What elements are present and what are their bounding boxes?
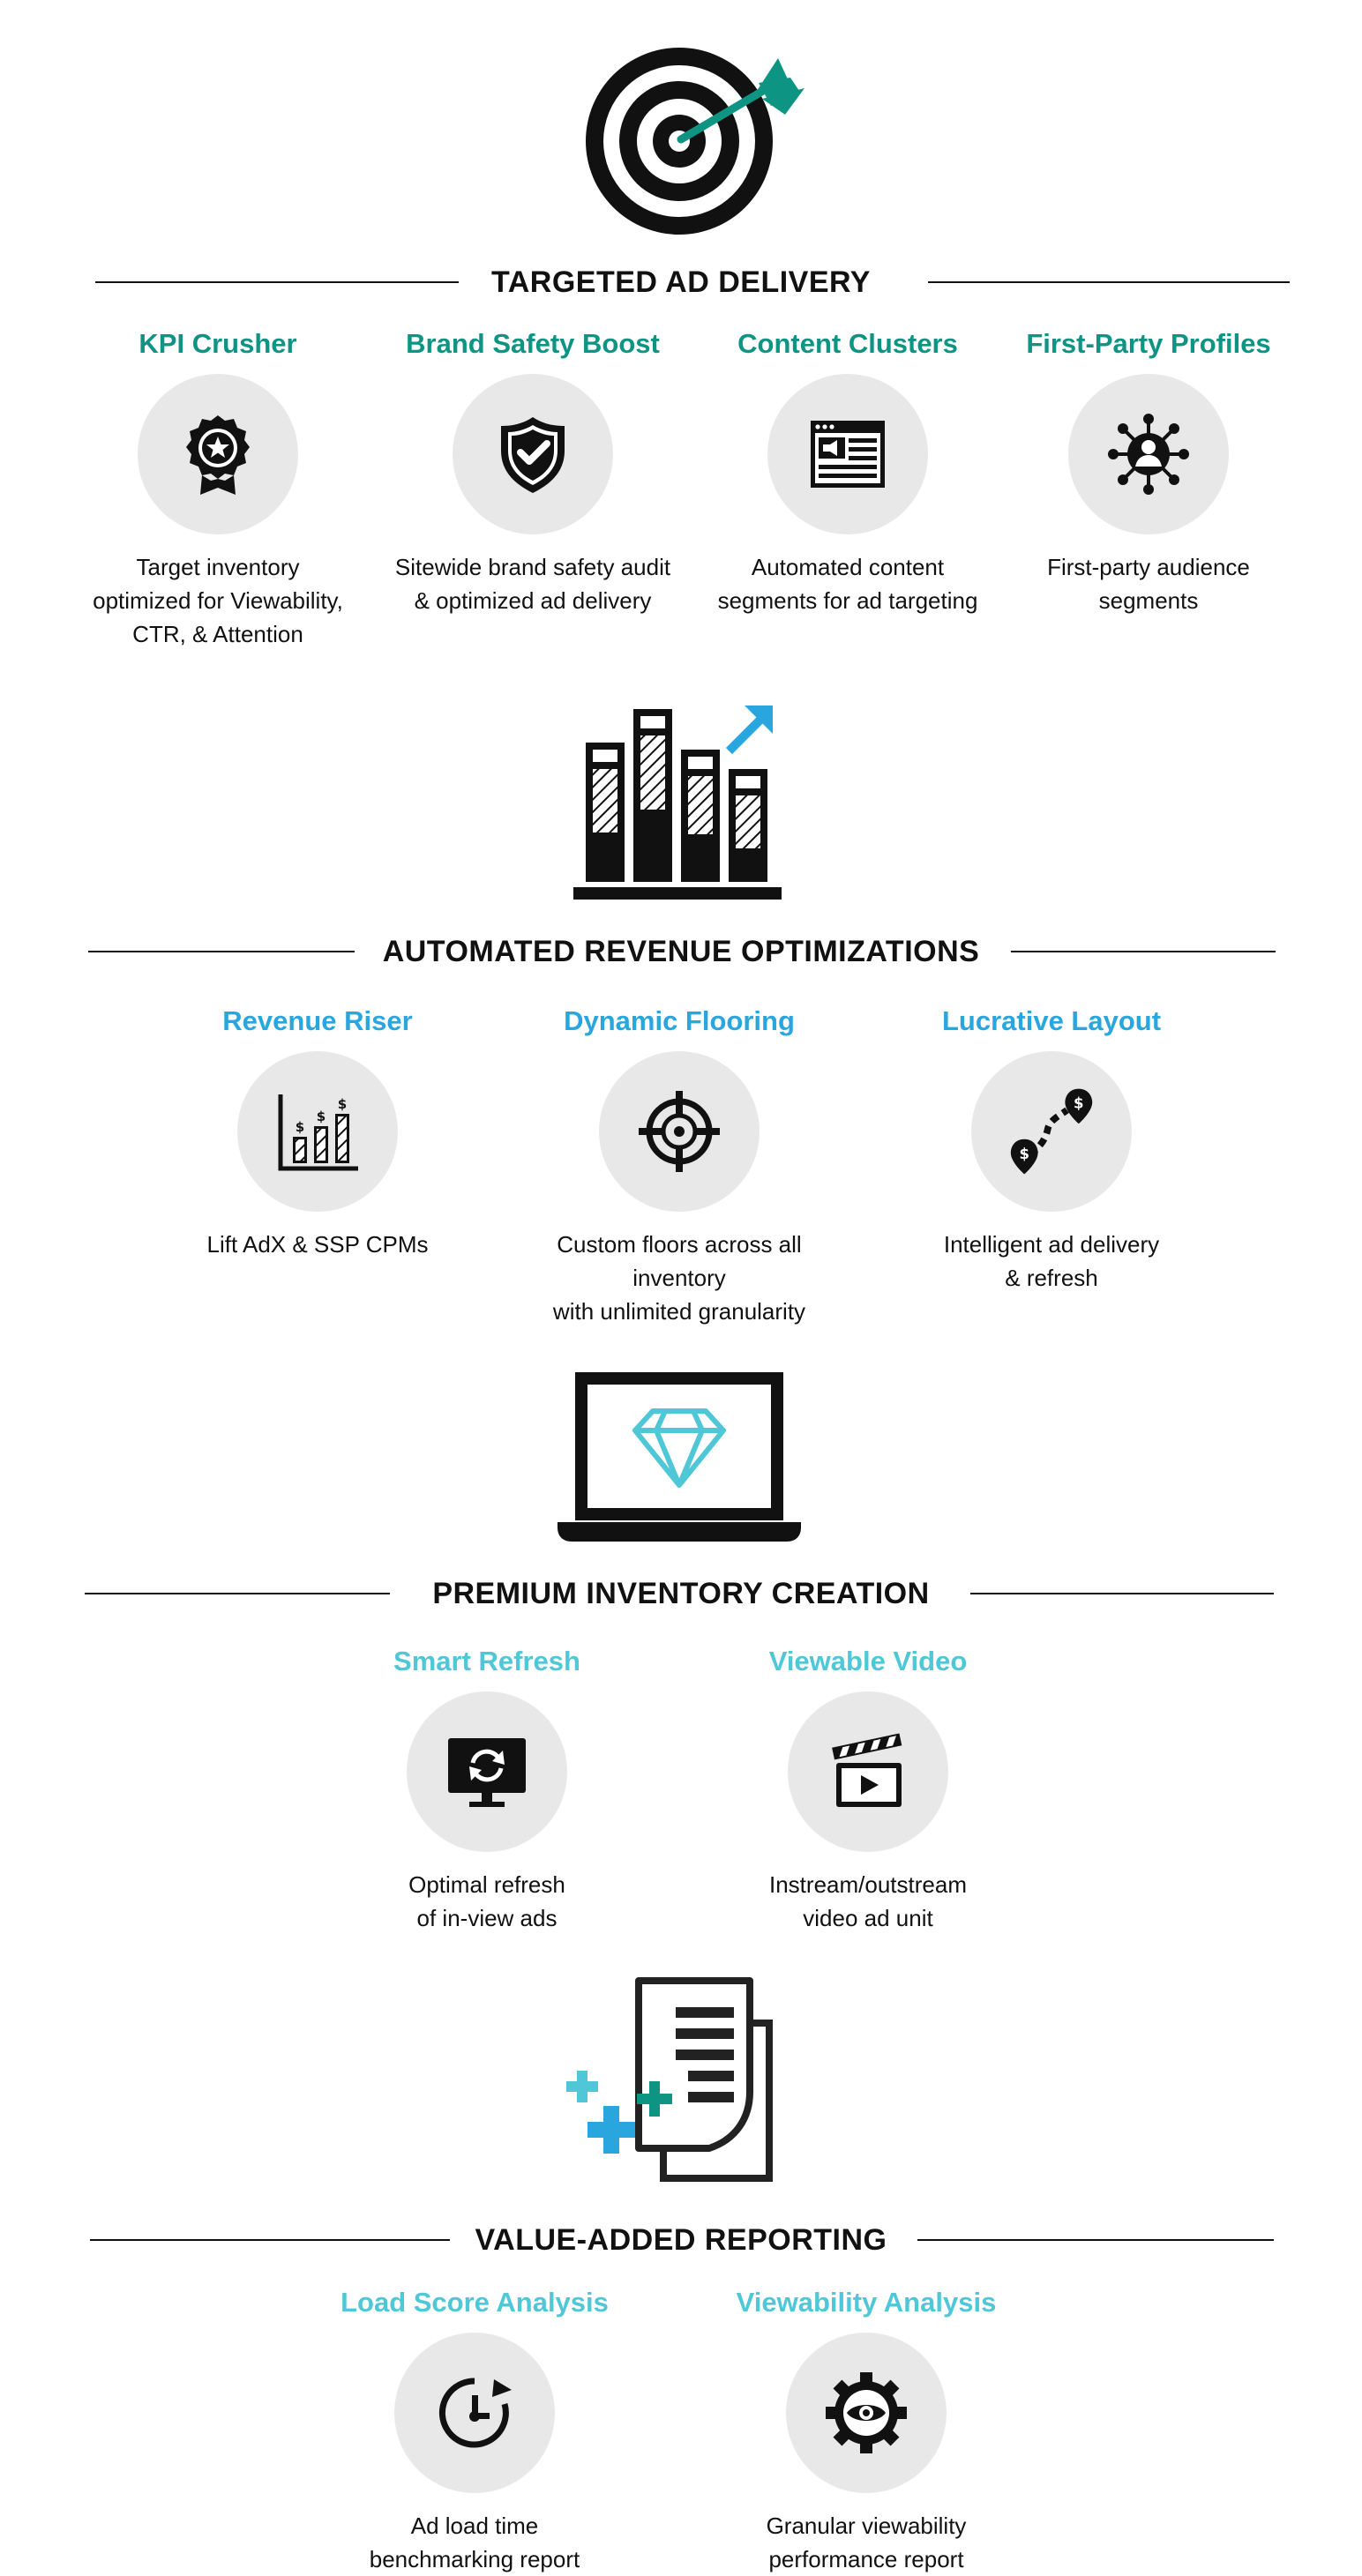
feature-description: Granular viewability performance report	[766, 2513, 967, 2572]
laptop-diamond-icon	[558, 1372, 801, 1543]
monitor-refresh-icon	[443, 1728, 531, 1816]
section-heading-premium	[0, 1576, 1362, 1611]
section-heading-reporting	[0, 2222, 1362, 2258]
feature-smart-refresh	[328, 1646, 646, 1931]
heading-text: AUTOMATED REVENUE OPTIMIZATIONS	[382, 935, 980, 968]
icon-circle	[767, 374, 928, 534]
gear-eye-icon	[822, 2369, 910, 2457]
audience-network-icon	[1104, 410, 1193, 498]
icon-circle	[138, 374, 298, 534]
svg-text:$: $	[1019, 1145, 1029, 1162]
section-heading-targeted	[0, 265, 1362, 300]
section-heading-revenue	[0, 934, 1362, 969]
heading-divider-right	[928, 281, 1290, 283]
feature-revenue-riser	[159, 1005, 476, 1258]
feature-description: Ad load time benchmarking report	[369, 2513, 580, 2572]
svg-text:$: $	[316, 1109, 326, 1124]
feature-title: Viewability Analysis	[736, 2287, 997, 2318]
web-content-icon	[804, 410, 892, 498]
crosshair-icon	[635, 1087, 723, 1176]
feature-description: Target inventory optimized for Viewability, CTR, & Attention	[93, 554, 343, 647]
feature-first-party-profiles	[990, 328, 1307, 614]
feature-dynamic-flooring	[520, 1005, 838, 1325]
feature-description: Custom floors across all inventory with unlimited granularity	[552, 1231, 806, 1325]
feature-title: Smart Refresh	[393, 1646, 580, 1676]
heading-divider-right	[970, 1593, 1274, 1594]
feature-content-clusters	[689, 328, 1007, 614]
feature-description: First-party audience segments	[1047, 554, 1250, 614]
route-pins-icon	[1003, 1083, 1100, 1180]
icon-circle	[237, 1051, 398, 1212]
icon-circle	[407, 1691, 567, 1852]
feature-load-score-analysis	[316, 2287, 633, 2572]
clapperboard-icon	[824, 1728, 912, 1816]
feature-description: Lift AdX & SSP CPMs	[206, 1231, 429, 1258]
feature-description: Optimal refresh of in-view ads	[408, 1871, 565, 1931]
feature-description: Intelligent ad delivery & refresh	[943, 1231, 1160, 1291]
feature-description: Instream/outstream video ad unit	[769, 1871, 967, 1931]
reports-plus-icon	[550, 1977, 794, 2182]
svg-text:$: $	[337, 1096, 348, 1112]
feature-title: First-Party Profiles	[1026, 328, 1271, 359]
icon-circle	[394, 2333, 555, 2493]
target-dart-icon	[582, 42, 812, 238]
heading-divider-right	[917, 2239, 1274, 2241]
heading-text: TARGETED AD DELIVERY	[491, 265, 871, 299]
heading-text: PREMIUM INVENTORY CREATION	[432, 1577, 930, 1610]
feature-title: KPI Crusher	[138, 328, 297, 359]
icon-circle	[786, 2333, 947, 2493]
icon-circle	[1068, 374, 1229, 534]
feature-lucrative-layout	[893, 1005, 1210, 1291]
feature-title: Revenue Riser	[222, 1005, 413, 1036]
award-badge-icon	[174, 410, 262, 498]
feature-viewable-video	[709, 1646, 1027, 1931]
dollar-chart-icon	[273, 1087, 362, 1176]
feature-kpi-crusher	[59, 328, 377, 647]
svg-text:$: $	[1074, 1094, 1084, 1112]
icon-circle	[599, 1051, 760, 1212]
heading-text: VALUE-ADDED REPORTING	[475, 2223, 887, 2257]
feature-title: Viewable Video	[768, 1646, 968, 1676]
heading-divider-right	[1011, 951, 1276, 952]
icon-circle	[971, 1051, 1132, 1212]
feature-description: Sitewide brand safety audit & optimized ad delivery	[394, 554, 671, 614]
feature-viewability-analysis	[707, 2287, 1025, 2572]
feature-title: Load Score Analysis	[340, 2287, 609, 2318]
feature-title: Dynamic Flooring	[564, 1005, 795, 1036]
feature-title: Content Clusters	[737, 328, 958, 359]
bar-growth-icon	[573, 706, 785, 905]
feature-brand-safety-boost	[374, 328, 692, 614]
icon-circle	[788, 1691, 948, 1852]
svg-text:$: $	[295, 1119, 305, 1135]
feature-title: Brand Safety Boost	[406, 328, 660, 359]
stopwatch-icon	[430, 2369, 519, 2457]
shield-check-icon	[489, 410, 577, 498]
feature-description: Automated content segments for ad targeting	[717, 554, 978, 614]
feature-title: Lucrative Layout	[941, 1005, 1162, 1036]
icon-circle	[453, 374, 613, 534]
